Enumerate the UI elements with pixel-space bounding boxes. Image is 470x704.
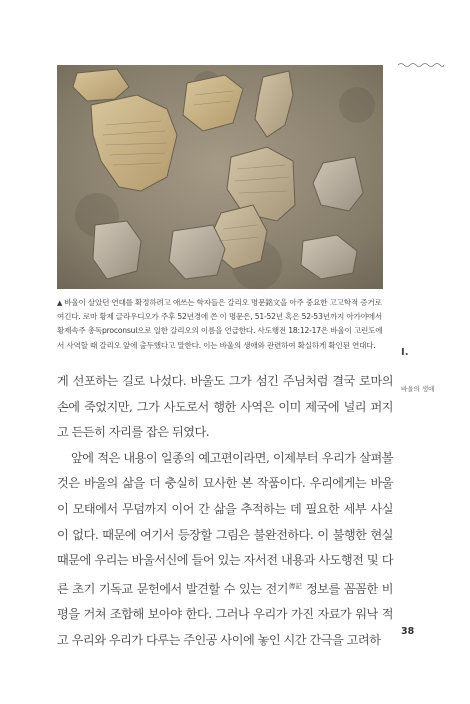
stone-fragments-photo (57, 65, 383, 289)
paragraph-2-part-b: 정보를 꼼꼼한 비평을 거쳐 조합해 보아야 한다. 그러나 우리가 가진 자료가 워낙 적고 우리와 우리가 다루는 주인공 사이에 놓인 시간 간극을 고려하 (57, 581, 393, 647)
page-number: 38 (401, 626, 415, 637)
paragraph-2 (57, 446, 393, 654)
triangle-marker-icon: ▲ (57, 299, 63, 307)
decorative-wave-line (398, 61, 444, 69)
chapter-title: 바울의 생애 (401, 385, 435, 393)
body-text (57, 369, 393, 654)
chapter-number: I. (401, 347, 409, 358)
stone-fragments-image (57, 65, 383, 289)
photo-caption (57, 296, 387, 353)
caption-text: 바울이 살았던 연대를 확정하려고 애쓰는 학자들은 갈리오 명문銘文을 아주 중요한 고고학적 증거로 여긴다. 로마 황제 글라우디오가 주후 52년경에 쓴 이 명문은, 51-52년 혹은 52-53년까지 아가야에서 황제속주 총독proconsul으로 일한 갈리오의 이름을 언급한다. 사도행전 18:12-17은 바울이 고린도에서 사역할 때 갈리오 앞에 출두했다고 말한다. 이는 바울의 생애와 관련하여 확실하게 확인된 연대다. (57, 298, 383, 350)
paragraph-2-part-a: 앞에 적은 내용이 일종의 예고편이라면, 이제부터 우리가 살펴볼 것은 바울의 삶을 더 충실히 묘사한 본 작품이다. 우리에게는 바울이 모태에서 무덤까지 이어 간 삶을 추적하는 데 필요한 세부 사실이 없다. 때문에 여기서 등장할 그림은 불완전하다. 이 불행한 현실 때문에 우리는 바울서신에 들어 있는 자서전 내용과 사도행전 및 다른 초기 기독교 문헌에서 발견할 수 있는 전기 (57, 450, 393, 596)
paragraph-1: 게 선포하는 길로 나섰다. 바울도 그가 섬긴 주님처럼 결국 로마의 손에 죽었지만, 그가 사도로서 행한 사역은 이미 제국에 널리 퍼지고 든든히 자리를 잡은 뒤였다. (57, 374, 393, 440)
hanja-superscript: 傳記 (288, 581, 303, 590)
